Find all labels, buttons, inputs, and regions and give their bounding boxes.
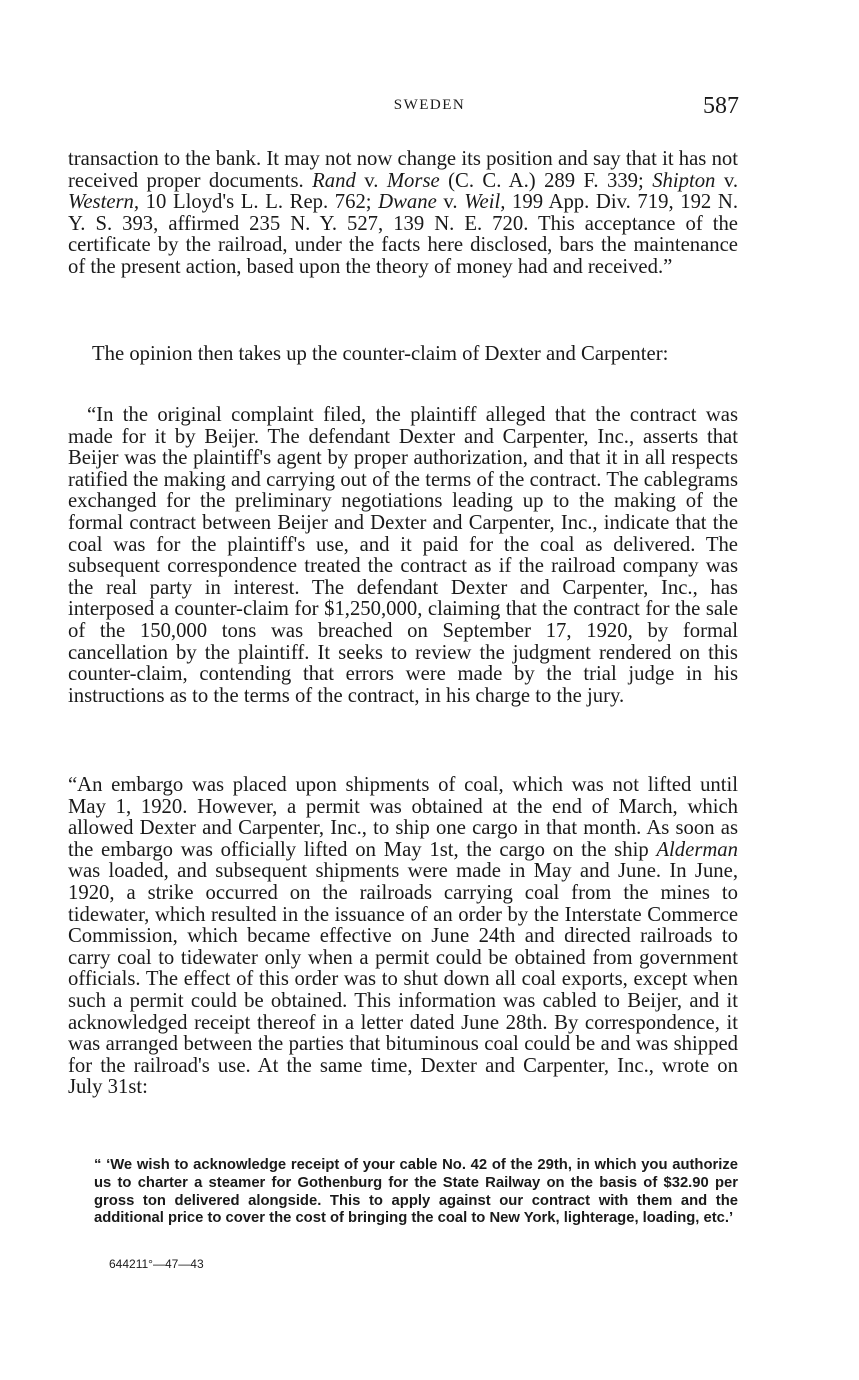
quoted-letter: “ ‘We wish to acknowledge receipt of your cable No. 42 of the 29th, in which you authorize us to charter a steamer for Gothenburg for the State Railway on the basis of $32.90 per gross ton delivered alongside. This to apply against our contract with them and the additional price to cover the cost of bringing the coal to New York, lighterage, loading, etc.’ (94, 1157, 738, 1227)
paragraph-counterclaim-intro: The opinion then takes up the counter-claim of Dexter and Carpenter: (92, 343, 669, 365)
case-name-italic: Weil, (464, 191, 506, 214)
case-name-italic: Alderman (656, 838, 738, 861)
print-job-code: 644211°—47—43 (109, 1257, 204, 1271)
case-name-italic: Shipton (652, 169, 716, 192)
case-name-italic: Western, (68, 191, 140, 214)
case-name-italic: Morse (386, 169, 440, 192)
case-name-italic: Dwane (378, 191, 437, 214)
case-name-italic: Rand (312, 169, 356, 192)
page-number: 587 (703, 93, 739, 119)
running-header-title: SWEDEN (393, 97, 466, 113)
paragraph-opinion-excerpt-end: transaction to the bank. It may not now change its position and say that it has not received proper documents. Rand v. Morse (C. C. A.) 289 F. 339; Shipton v. Western, 10 Lloyd's L. L. Rep. 762; Dwane v. Weil, 199 App. Div. 719, 192 N. Y. S. 393, affirmed 235 N. Y. 527, 139 N. E. 720. This acceptance of the certificate by the railroad, under the facts here disclosed, bars the maintenance of the present action, based upon the theory of money had and received.” (68, 148, 739, 278)
paragraph-original-complaint: “In the original complaint filed, the plaintiff alleged that the contract was made for it by Beijer. The defendant Dexter and Carpenter, Inc., asserts that Beijer was the plaintiff's agent by proper authorization, and that it in all respects ratified the making and carrying out of the terms of the contract. The cablegrams exchanged for the preliminary negotiations leading up to the making of the formal contract between Beijer and Dexter and Carpenter, Inc., indicate that the coal was for the plaintiff's use, and it paid for the coal as delivered. The subsequent correspondence treated the contract as if the railroad company was the real party in interest. The defendant Dexter and Carpenter, Inc., has interposed a counter-claim for $1,250,000, claiming that the contract for the sale of the 150,000 tons was breached on September 17, 1920, by formal cancellation by the plaintiff. It seeks to review the judgment rendered on this counter-claim, contending that errors were made by the trial judge in his instructions as to the terms of the contract, in his charge to the jury. (68, 404, 738, 707)
paragraph-embargo: “An embargo was placed upon shipments of coal, which was not lifted until May 1, 1920. However, a permit was obtained at the end of March, which allowed Dexter and Carpenter, Inc., to ship one cargo in that month. As soon as the embargo was officially lifted on May 1st, the cargo on the ship Alderman was loaded, and subsequent shipments were made in May and June. In June, 1920, a strike occurred on the railroads carrying coal from the mines to tidewater, which resulted in the issuance of an order by the Interstate Commerce Commission, which became effective on June 24th and directed railroads to carry coal to tidewater only when a permit could be obtained from government officials. The effect of this order was to shut down all coal exports, except when such a permit could be obtained. This information was cabled to Beijer, and it acknowledged receipt thereof in a letter dated June 28th. By correspondence, it was arranged between the parties that bituminous coal could be and was shipped for the railroad's use. At the same time, Dexter and Carpenter, Inc., wrote on July 31st: (68, 774, 738, 1099)
